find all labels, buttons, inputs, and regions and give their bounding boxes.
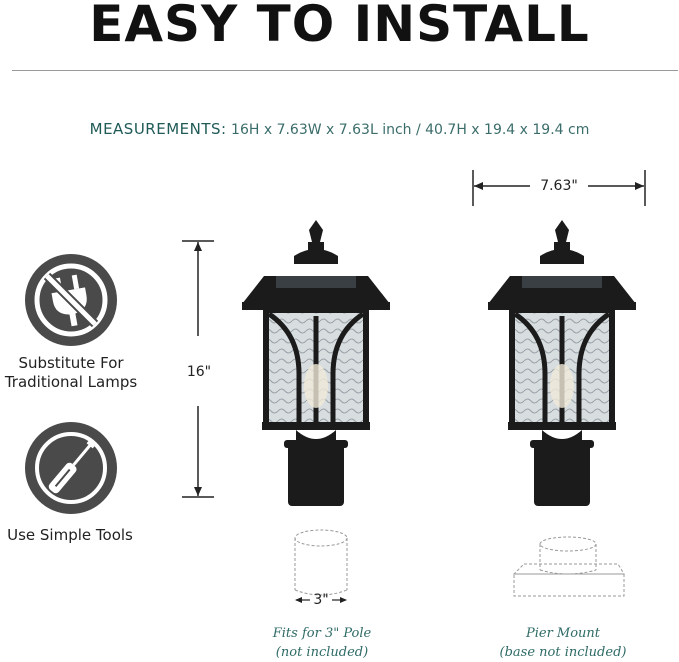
pier-outline [510, 536, 626, 602]
measurements-label: MEASUREMENTS: [89, 120, 227, 138]
pier-caption [480, 624, 646, 662]
caption-line: (base not included) [499, 645, 627, 660]
caption-line: Pier Mount [525, 626, 601, 641]
feature-substitute-text [0, 354, 142, 392]
measurements-value: 16H x 7.63W x 7.63L inch / 40.7H x 19.4 x 19.4 cm [231, 122, 590, 138]
divider [12, 70, 678, 71]
page-title: EASY TO INSTALL [89, 0, 590, 53]
caption-line: (not included) [275, 645, 369, 660]
feature-line: Traditional Lamps [4, 373, 138, 391]
feature-tools-text: Use Simple Tools [7, 526, 133, 544]
screwdriver-icon [23, 420, 119, 516]
pole-caption [246, 624, 398, 662]
measurements-line [0, 120, 679, 138]
height-label: 16" [186, 364, 212, 380]
pole-size-label: 3" [313, 592, 329, 608]
no-plug-icon [23, 252, 119, 348]
pier-lamp-image [482, 216, 642, 512]
width-label: 7.63" [540, 178, 578, 194]
post-lamp-image [236, 216, 396, 512]
caption-line: Fits for 3" Pole [272, 626, 372, 641]
feature-line: Substitute For [18, 354, 124, 372]
